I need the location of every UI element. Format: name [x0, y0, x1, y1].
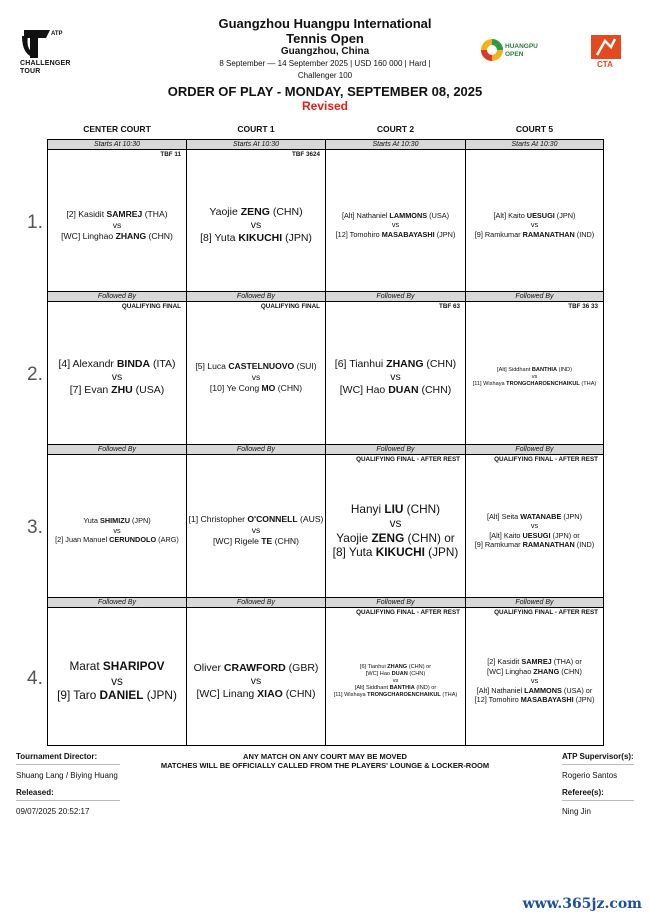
player-surname: MASABAYASHI [381, 229, 435, 239]
player-text: [9] Ramkumar [474, 229, 523, 239]
tournament-location: Guangzhou, China [280, 46, 370, 57]
player-text: (USA) or [561, 685, 593, 695]
row-number: 1. [27, 211, 43, 233]
player-text: Marat [69, 659, 103, 674]
player-line [497, 367, 572, 374]
vs-label [531, 676, 538, 686]
player-line [55, 535, 179, 545]
match-cell [47, 291, 187, 445]
vs-label [531, 220, 538, 230]
match-players [326, 464, 465, 597]
player-line [66, 209, 167, 220]
player-text: [2] Juan Manuel [55, 535, 110, 545]
player-text: (CHN) [403, 501, 441, 516]
supervisor-label: ATP Supervisor(s): [562, 752, 634, 761]
player-surname: MO [261, 383, 276, 393]
match-cell [325, 139, 466, 292]
match-cell [186, 444, 326, 598]
revised-label: Revised [301, 99, 349, 113]
player-line [355, 685, 436, 692]
player-text: Oliver [193, 661, 224, 674]
match-players [48, 464, 186, 597]
vs-label [390, 516, 402, 531]
player-line [83, 516, 150, 526]
player-text: vs [391, 220, 400, 230]
director-names: Shuang Lang / Biying Huang [16, 771, 118, 780]
player-text: [Alt] Kaito [493, 210, 527, 220]
svg-text:ATP: ATP [51, 31, 63, 37]
player-surname: TE [261, 536, 273, 546]
player-surname: CERUNDOLO [109, 535, 157, 545]
released-value: 09/07/2025 20:52:17 [16, 807, 90, 816]
player-surname: DANIEL [99, 688, 144, 703]
match-cell [186, 139, 326, 292]
player-surname: DUAN [388, 384, 419, 396]
match-cell [47, 139, 187, 292]
released-rule [16, 800, 120, 801]
player-text: (CHN) or [407, 663, 432, 670]
player-text: [Alt] Nathaniel [476, 685, 525, 695]
player-line [473, 381, 597, 388]
player-surname: KIKUCHI [238, 231, 283, 244]
mid-logo-text-1: HUANGPU [505, 43, 538, 50]
player-line [336, 230, 456, 240]
vs-label [111, 674, 123, 689]
player-text: (THA) [142, 208, 168, 219]
player-surname: LAMMONS [389, 210, 428, 220]
tournament-details: 8 September — 14 September 2025 | USD 160 000 | Hard | [219, 59, 431, 68]
player-surname: ZHANG [387, 663, 408, 670]
player-text: [5] Luca [195, 361, 229, 371]
player-text: vs [112, 219, 122, 230]
player-line [194, 662, 319, 675]
player-line [196, 688, 315, 701]
match-players [326, 617, 465, 745]
player-surname: BANTHIA [531, 367, 558, 373]
player-line [366, 671, 425, 678]
player-text: vs [530, 521, 539, 530]
player-surname: TRONGCHAROENCHAIKUL [367, 691, 441, 698]
tournament-name-line1: Guangzhou Huangpu International [218, 16, 432, 31]
match-time-bar: Followed By [466, 445, 603, 455]
player-line [475, 540, 594, 550]
player-surname: DUAN [391, 670, 408, 677]
court-header: CENTER COURT [83, 124, 151, 134]
vs-label [112, 371, 123, 384]
cta-logo [585, 33, 629, 73]
player-text: Hanyi [350, 501, 385, 516]
player-text: (CHN) [269, 205, 303, 218]
player-text: vs [250, 218, 262, 231]
player-line [61, 231, 173, 242]
player-text: (USA) [132, 384, 165, 396]
player-text: Yaojie [336, 530, 372, 545]
court-header: COURT 1 [237, 124, 275, 134]
mid-logo-text-2: OPEN [505, 51, 524, 58]
player-text: [1] Christopher [188, 514, 248, 524]
player-text: vs [530, 220, 539, 230]
match-players [48, 311, 186, 444]
player-line [213, 536, 299, 547]
match-players [48, 617, 186, 745]
player-surname: LAMMONS [524, 685, 562, 695]
player-text: (THA) or [551, 657, 582, 667]
player-text: (THA) [440, 691, 458, 698]
player-text: vs [250, 674, 262, 687]
player-text: vs [111, 673, 123, 688]
match-tag: TBF 36 33 [568, 303, 598, 310]
match-time-bar: Followed By [187, 445, 325, 455]
match-cell [465, 139, 604, 292]
player-line [209, 206, 302, 219]
player-text: (THA) [579, 381, 597, 387]
player-text: vs [111, 371, 123, 383]
vs-label [113, 526, 120, 536]
player-text: [WC] Hao [365, 670, 392, 677]
player-line [342, 211, 449, 221]
player-text: [8] Yuta [200, 231, 239, 244]
player-surname: SHARIPOV [102, 659, 165, 674]
match-tag: TBF 11 [160, 151, 181, 158]
player-text: vs [251, 372, 261, 382]
player-surname: LIU [384, 501, 404, 516]
match-tag: QUALIFYING FINAL - AFTER REST [494, 456, 598, 463]
player-surname: CASTELNUOVO [228, 361, 295, 371]
match-players [187, 159, 325, 291]
player-line [340, 384, 451, 397]
player-text: (CHN) [282, 687, 316, 700]
match-time-bar: Followed By [326, 445, 465, 455]
player-text: [12] Tomohiro [474, 695, 521, 705]
player-text: (IND) [574, 540, 595, 549]
player-text: vs [389, 516, 402, 530]
match-time-bar: Starts At 10:30 [466, 140, 603, 150]
watermark: www.365jz.com [522, 896, 642, 912]
match-players [466, 464, 603, 597]
match-players [466, 617, 603, 745]
match-cell [47, 444, 187, 598]
vs-label [252, 525, 261, 536]
match-cell [465, 597, 604, 746]
match-time-bar: Followed By [326, 292, 465, 302]
vs-label [252, 372, 261, 383]
player-text: vs [390, 371, 401, 383]
match-time-bar: Starts At 10:30 [326, 140, 465, 150]
player-text: (JPN) [561, 511, 583, 521]
player-line [336, 531, 454, 546]
match-time-bar: Followed By [48, 445, 186, 455]
player-text: (JPN) [143, 688, 177, 703]
player-line [351, 502, 440, 517]
player-text: [2] Kasidit [487, 657, 522, 667]
row-number: 4. [27, 667, 43, 689]
match-time-bar: Followed By [187, 598, 325, 608]
match-time-bar: Followed By [466, 292, 603, 302]
atp-challenger-logo [20, 26, 70, 76]
player-text: [WC] Rigele [213, 536, 262, 546]
player-line [189, 514, 324, 525]
player-text: [9] Ramkumar [474, 540, 523, 549]
player-text: Yuta [83, 516, 100, 526]
player-text: [WC] Linghao [487, 666, 534, 676]
match-time-bar: Followed By [466, 598, 603, 608]
player-line [477, 686, 593, 696]
player-text: [Alt] Seita [486, 511, 521, 521]
player-text: (CHN) [407, 670, 426, 677]
vs-label [251, 675, 262, 688]
player-surname: WATANABE [520, 511, 562, 521]
player-line [200, 232, 312, 245]
match-tag: QUALIFYING FINAL - AFTER REST [494, 609, 598, 616]
right-logo-text: CTA [597, 60, 613, 69]
tour-label-2: TOUR [20, 68, 41, 75]
player-text: (JPN) [129, 516, 151, 526]
player-surname: XIAO [257, 687, 283, 700]
notice-line-1: ANY MATCH ON ANY COURT MAY BE MOVED [243, 752, 407, 761]
row-number: 3. [27, 517, 43, 538]
match-tag: QUALIFYING FINAL - AFTER REST [356, 456, 460, 463]
match-cell [465, 291, 604, 445]
vs-label [532, 374, 538, 381]
court-header: COURT 2 [376, 124, 415, 134]
match-cell [47, 597, 187, 746]
referee-label: Referee(s): [562, 788, 604, 797]
player-line [494, 211, 576, 221]
player-surname: ZHANG [115, 230, 147, 241]
player-text: (CHN) [272, 536, 299, 546]
player-line [195, 361, 316, 372]
player-surname: BINDA [116, 358, 151, 370]
released-label: Released: [16, 788, 54, 797]
cta-logo-icon [585, 33, 629, 73]
order-of-play-title: ORDER OF PLAY - MONDAY, SEPTEMBER 08, 2025 [167, 84, 483, 99]
player-text: [Alt] Siddhant [354, 684, 390, 691]
player-line [475, 695, 595, 705]
player-text: (AUS) [297, 514, 324, 524]
row-number: 2. [27, 364, 43, 385]
player-surname: ZENG [371, 530, 405, 545]
match-tag: TBF 3624 [292, 151, 320, 158]
player-surname: ZENG [240, 205, 270, 218]
match-time-bar: Followed By [187, 292, 325, 302]
tour-label-1: CHALLENGER [20, 60, 71, 67]
match-players [187, 311, 325, 444]
player-text: (CHN) [418, 384, 452, 396]
player-text: [11] Wishaya [472, 381, 507, 387]
match-cell [325, 597, 466, 746]
vs-label [393, 678, 399, 685]
supervisor-name: Rogerio Santos [562, 771, 618, 780]
atp-logo-icon [20, 26, 66, 60]
player-text: (ITA) [150, 358, 176, 370]
match-time-bar: Followed By [48, 292, 186, 302]
match-time-bar: Starts At 10:30 [187, 140, 325, 150]
order-of-play-grid [47, 121, 604, 746]
player-text: (CHN) [423, 358, 457, 370]
huangpu-open-logo-icon [478, 34, 538, 74]
player-surname: ZHANG [533, 666, 560, 676]
player-line [487, 512, 582, 522]
match-cell [186, 597, 326, 746]
player-surname: RAMANATHAN [522, 229, 575, 239]
player-text: (CHN) [275, 383, 303, 393]
player-line [70, 384, 165, 397]
player-text: [Alt] Siddhant [497, 367, 532, 373]
vs-label [392, 220, 399, 230]
match-tag: QUALIFYING FINAL [121, 303, 181, 310]
director-rule [16, 764, 120, 765]
match-tag: TBF 63 [439, 303, 460, 310]
player-text: (JPN) [573, 695, 595, 705]
player-text: vs [113, 525, 121, 535]
player-line [487, 667, 582, 677]
match-tag: QUALIFYING FINAL [260, 303, 320, 310]
huangpu-open-logo [478, 34, 538, 74]
player-text: (IND) or [414, 684, 437, 691]
player-surname: O'CONNELL [247, 514, 298, 524]
player-text: (JPN) or [550, 530, 580, 540]
player-text: (USA) [427, 210, 450, 220]
player-text: Yaojie [209, 205, 241, 218]
player-surname: KIKUCHI [375, 545, 425, 559]
match-cell [186, 291, 326, 445]
vs-label [113, 220, 122, 231]
player-text: (IND) [557, 367, 572, 373]
player-line [335, 358, 456, 371]
vs-label [251, 219, 262, 232]
player-text: (JPN) [282, 231, 312, 244]
player-text: (JPN) [434, 229, 456, 239]
match-time-bar: Followed By [326, 598, 465, 608]
match-players [187, 464, 325, 597]
player-text: [2] Kasidit [66, 208, 107, 219]
player-surname: MASABAYASHI [520, 695, 574, 705]
match-players [326, 311, 465, 444]
player-text: vs [251, 525, 261, 535]
match-players [48, 159, 186, 291]
court-header: COURT 5 [515, 124, 554, 134]
player-surname: CRAWFORD [223, 661, 286, 674]
player-text: [10] Ye Cong [209, 383, 262, 393]
player-surname: SAMREJ [521, 657, 552, 667]
player-text: [Alt] Kaito [489, 530, 523, 540]
player-surname: ZHANG [386, 358, 424, 370]
player-line [69, 659, 164, 674]
tournament-category: Challenger 100 [297, 71, 353, 80]
player-text: (CHN) [146, 230, 173, 241]
player-surname: SHIMIZU [99, 516, 130, 526]
player-line [334, 692, 458, 699]
player-text: [6] Tianhui [359, 663, 388, 670]
match-time-bar: Followed By [48, 598, 186, 608]
player-surname: UESUGI [526, 210, 555, 220]
player-text: (IND) [574, 229, 595, 239]
player-surname: TRONGCHAROENCHAIKUL [506, 381, 580, 387]
player-surname: SAMREJ [106, 208, 143, 219]
match-cell [325, 291, 466, 445]
player-text: (JPN) [424, 545, 459, 559]
match-cell [325, 444, 466, 598]
player-text: [11] Wishaya [333, 691, 368, 698]
tournament-name-line2: Tennis Open [286, 31, 364, 46]
player-line [58, 358, 175, 371]
player-surname: RAMANATHAN [522, 540, 575, 549]
player-line [360, 664, 431, 671]
player-surname: UESUGI [522, 530, 551, 540]
player-line [487, 657, 582, 667]
player-text: vs [392, 677, 399, 684]
player-line [475, 230, 594, 240]
match-players [466, 159, 603, 291]
player-text: (SUI) [294, 361, 317, 371]
player-text: [7] Evan [69, 384, 112, 396]
player-text: (ARG) [156, 535, 179, 545]
match-players [466, 311, 603, 444]
player-text: (CHN) or [404, 530, 455, 545]
supervisor-rule [562, 764, 634, 765]
director-label: Tournament Director: [16, 752, 98, 761]
player-text: vs [531, 374, 538, 380]
player-text: (CHN) [559, 666, 582, 676]
player-text: vs [530, 676, 539, 686]
player-surname: BANTHIA [389, 684, 415, 691]
tournament-header [150, 16, 500, 82]
player-line [210, 383, 302, 394]
notice-line-2: MATCHES WILL BE OFFICIALLY CALLED FROM THE PLAYERS' LOUNGE & LOCKER-ROOM [160, 761, 490, 770]
player-text: [9] Taro [57, 688, 100, 703]
player-surname: ZHU [111, 384, 133, 396]
match-players [187, 617, 325, 745]
player-line [333, 545, 459, 560]
vs-label [390, 371, 401, 384]
player-text: [8] Yuta [332, 545, 376, 559]
player-text: [12] Tomohiro [335, 229, 382, 239]
match-cell [465, 444, 604, 598]
player-text: (JPN) [554, 210, 576, 220]
player-text: [WC] Linang [196, 687, 258, 700]
match-tag: QUALIFYING FINAL - AFTER REST [356, 609, 460, 616]
player-line [489, 531, 579, 541]
match-players [326, 159, 465, 291]
player-text: [Alt] Nathaniel [341, 210, 390, 220]
player-line [57, 688, 177, 703]
referee-name: Ning Jin [562, 807, 591, 816]
referee-rule [562, 800, 634, 801]
player-text: [6] Tianhui [334, 358, 387, 370]
player-text: (GBR) [285, 661, 319, 674]
match-time-bar: Starts At 10:30 [48, 140, 186, 150]
player-text: [WC] Linghao [61, 230, 116, 241]
vs-label [531, 521, 538, 531]
player-text: [WC] Hao [339, 384, 389, 396]
player-text: [4] Alexandr [58, 358, 117, 370]
